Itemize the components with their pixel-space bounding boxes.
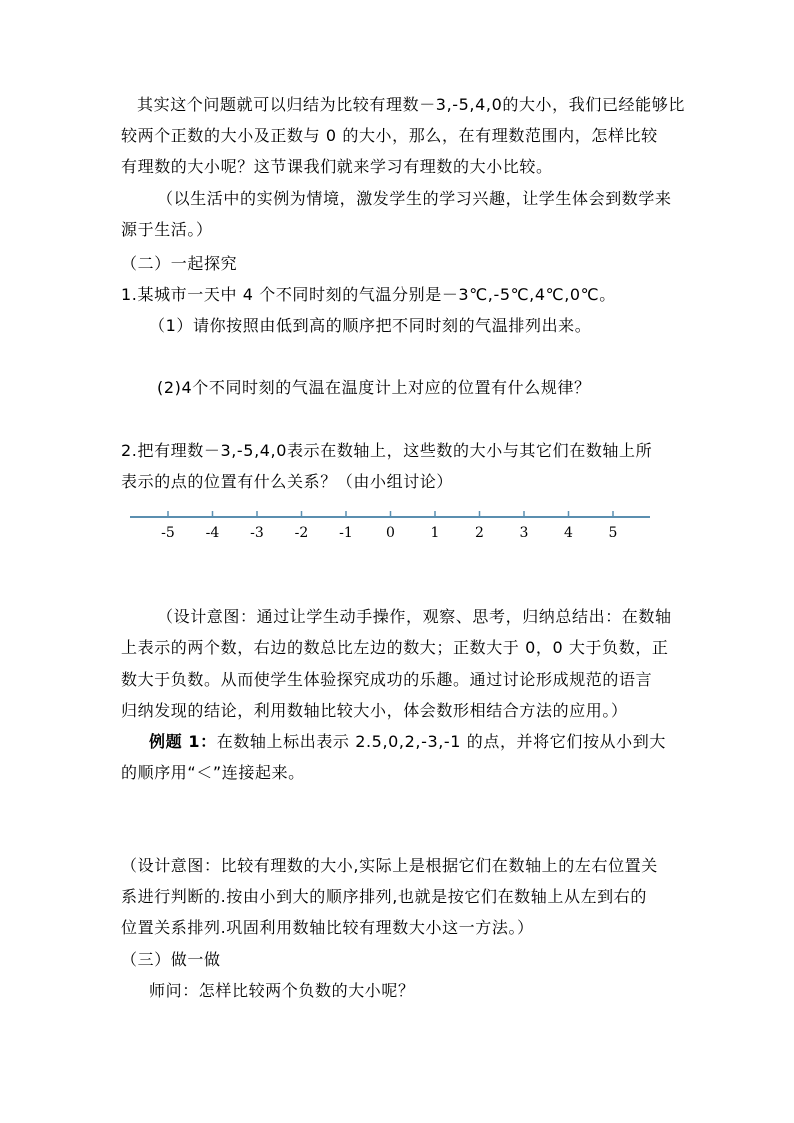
- example-line: 的顺序用“＜”连接起来。: [121, 763, 305, 782]
- paragraph-line: 较两个正数的大小及正数与 0 的大小，那么，在有理数范围内，怎样比较: [121, 126, 658, 145]
- axis-tick-label: -1: [339, 525, 353, 541]
- example-text: 在数轴上标出表示 2.5,0,2,-3,-1 的点，并将它们按从小到大: [216, 732, 666, 751]
- axis-tick-label: -2: [294, 525, 309, 541]
- question-line: 2.把有理数－3,-5,4,0表示在数轴上，这些数的大小与其它们在数轴上所: [121, 441, 653, 460]
- section-heading: （三）做一做: [121, 950, 221, 969]
- paragraph-line: （以生活中的实例为情境，激发学生的学习兴趣，让学生体会到数学来: [157, 189, 672, 208]
- example-line: [149, 732, 666, 752]
- axis-tick-label: -5: [161, 525, 175, 541]
- paragraph-line: 上表示的两个数，右边的数总比左边的数大；正数大于 0，0 大于负数，正: [121, 638, 669, 657]
- axis-tick-label: 3: [519, 525, 529, 541]
- question-line: （1）请你按照由低到高的顺序把不同时刻的气温排列出来。: [149, 316, 592, 335]
- paragraph-line: 归纳发现的结论，利用数轴比较大小，体会数形相结合方法的应用。）: [121, 701, 628, 720]
- paragraph-line: （设计意图：通过让学生动手操作，观察、思考，归纳总结出：在数轴: [157, 607, 672, 626]
- question-line: 表示的点的位置有什么关系？（由小组讨论）: [121, 472, 454, 491]
- question-line: 1.某城市一天中 4 个不同时刻的气温分别是－3℃,-5℃,4℃,0℃。: [121, 285, 616, 304]
- axis-tick-label: 4: [564, 525, 573, 541]
- axis-tick-label: -3: [250, 525, 264, 541]
- axis-tick-label: 5: [608, 525, 618, 541]
- question-line: (2)4个不同时刻的气温在温度计上对应的位置有什么规律？: [157, 378, 591, 397]
- axis-tick-label: 1: [430, 525, 440, 541]
- paragraph-line: 数大于负数。从而使学生体验探究成功的乐趣。通过讨论形成规范的语言: [121, 670, 653, 689]
- paragraph-line: 师问：怎样比较两个负数的大小呢？: [149, 981, 415, 1000]
- number-line: [130, 505, 660, 545]
- paragraph-line: 有理数的大小呢？这节课我们就来学习有理数的大小比较。: [121, 157, 553, 176]
- axis-tick-label: 2: [475, 525, 484, 541]
- axis-tick-label: -4: [205, 525, 220, 541]
- example-label: 例题 1：: [149, 732, 217, 751]
- paragraph-line: 其实这个问题就可以归结为比较有理数－3,-5,4,0的大小，我们已经能够比: [137, 95, 685, 114]
- paragraph-line: 源于生活。）: [121, 220, 213, 239]
- paragraph-line: （设计意图：比较有理数的大小,实际上是根据它们在数轴上的左右位置关: [121, 856, 658, 875]
- paragraph-line: 位置关系排列.巩固利用数轴比较有理数大小这一方法。）: [121, 918, 534, 937]
- paragraph-line: 系进行判断的.按由小到大的顺序排列,也就是按它们在数轴上从左到右的: [121, 887, 647, 906]
- section-heading: （二）一起探究: [121, 254, 238, 273]
- axis-tick-label: 0: [386, 525, 395, 541]
